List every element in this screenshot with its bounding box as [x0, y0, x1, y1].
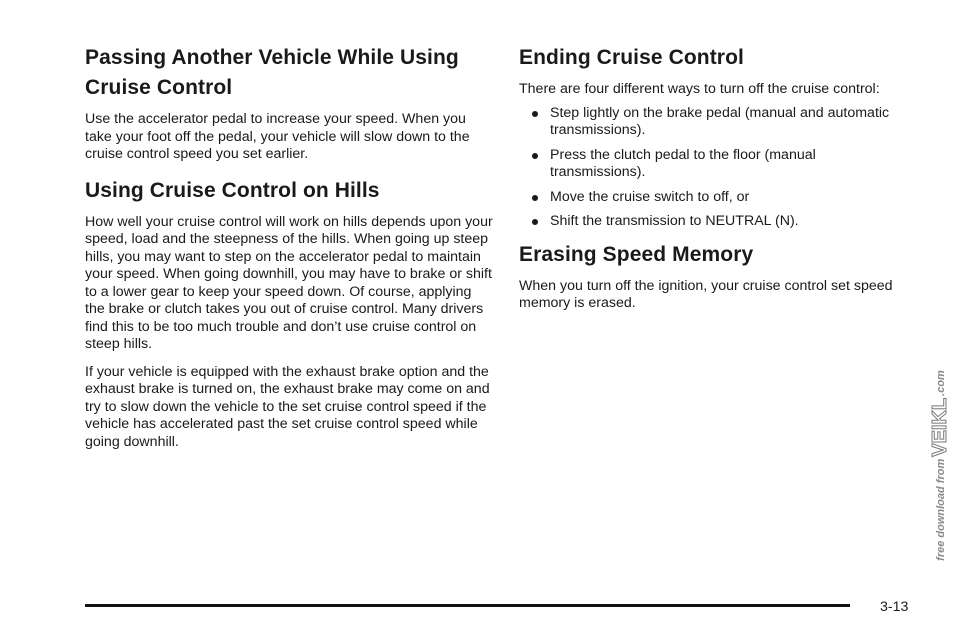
paragraph-ending-intro: There are four different ways to turn off the cruise control: — [519, 81, 880, 97]
paragraph-hills-1: How well your cruise control will work on hills depends upon your speed, load and the steepness of the hills. When going up steep hills, you may want to step on the accelerator pedal to maintain your speed. When going downhill, you may have to brake or shift to a lower gear to keep your speed down. Of course, applying the brake or clutch takes you out of cruise control. Many drivers find this to be too much trouble and don’t use cruise control on steep hills. — [85, 213, 493, 352]
right-column — [519, 40, 909, 313]
paragraph-hills-2: If your vehicle is equipped with the exhaust brake option and the exhaust brake is turned on, the exhaust brake may come on and try to slow down the vehicle to the set cruise control speed if the vehicle has accelerated past the set cruise control speed while going downhill. — [85, 363, 490, 450]
bullet-icon — [532, 195, 538, 201]
list-item-text: Move the cruise switch to off, or — [550, 188, 750, 205]
list-item — [519, 105, 909, 140]
left-column — [85, 40, 495, 451]
bullet-icon — [532, 111, 538, 117]
list-item — [519, 189, 909, 207]
paragraph-passing: Use the accelerator pedal to increase your speed. When you take your foot off the pedal, your vehicle will slow down to the cruise control speed you set earlier. — [85, 111, 470, 162]
watermark-prefix: free download from — [934, 458, 946, 561]
watermark-suffix: .com — [934, 369, 946, 396]
list-item-text: Press the clutch pedal to the floor (manual transmissions). — [550, 146, 816, 180]
list-item — [519, 213, 909, 231]
footer-rule — [85, 604, 850, 607]
heading-passing-another-vehicle: Passing Another Vehicle While Using Cruise Control — [85, 46, 459, 99]
heading-erasing-speed-memory: Erasing Speed Memory — [519, 242, 754, 266]
heading-cruise-control-on-hills: Using Cruise Control on Hills — [85, 178, 380, 202]
list-item-text: Shift the transmission to NEUTRAL (N). — [550, 213, 799, 229]
page-number: 3-13 — [880, 599, 909, 615]
ending-methods-list — [519, 105, 909, 231]
paragraph-erasing: When you turn off the ignition, your cruise control set speed memory is erased. — [519, 277, 893, 311]
heading-ending-cruise-control: Ending Cruise Control — [519, 46, 744, 69]
watermark-brand-logo: VEIKL — [928, 397, 951, 457]
bullet-icon — [532, 219, 538, 225]
list-item-text: Step lightly on the brake pedal (manual and automatic transmissions). — [550, 104, 890, 138]
list-item — [519, 147, 909, 182]
watermark — [920, 340, 960, 590]
bullet-icon — [532, 153, 538, 159]
